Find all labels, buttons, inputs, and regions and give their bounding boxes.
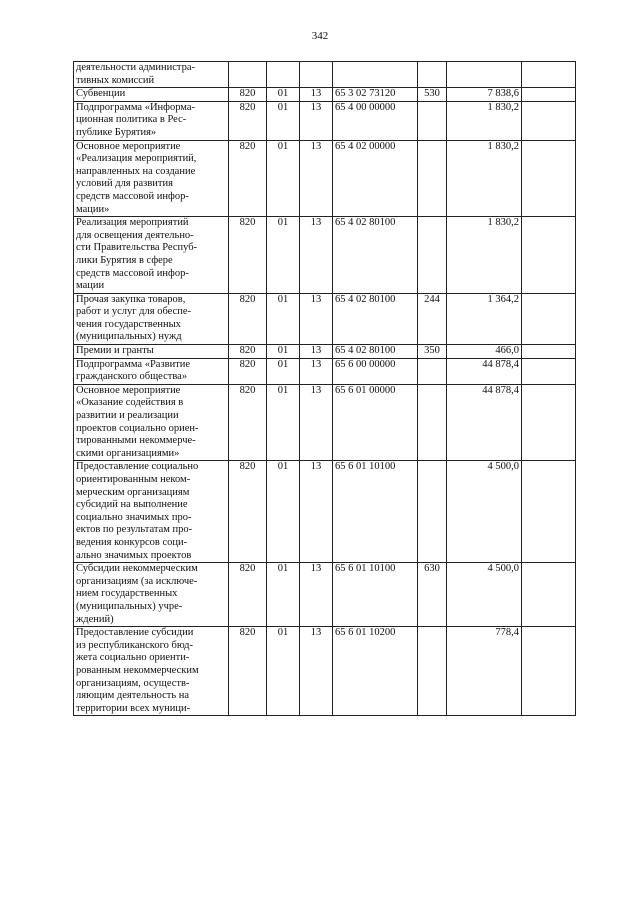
item-name-line: ждений) bbox=[76, 613, 114, 625]
amount-cell: 44 878,4 bbox=[447, 384, 522, 461]
subsection-code-cell: 13 bbox=[300, 345, 333, 359]
item-name-line: ведения конкурсов соци- bbox=[76, 536, 188, 548]
item-name-line: лики Бурятия в сфере bbox=[76, 254, 173, 266]
subsection-code-cell: 13 bbox=[300, 563, 333, 627]
expense-type-cell bbox=[418, 140, 447, 217]
item-name-line: средств массовой инфор- bbox=[76, 190, 189, 202]
item-name-line: организациям (за исключе- bbox=[76, 575, 198, 587]
item-name-line: направленных на создание bbox=[76, 165, 196, 177]
item-name-cell bbox=[74, 293, 229, 344]
target-article-cell: 65 6 01 10200 bbox=[333, 627, 418, 716]
item-name-line: ционная политика в Рес- bbox=[76, 114, 187, 126]
amount-cell: 1 364,2 bbox=[447, 293, 522, 344]
item-name-cell bbox=[74, 101, 229, 140]
item-name-cell bbox=[74, 140, 229, 217]
item-name-cell bbox=[74, 62, 229, 88]
target-article-cell: 65 6 00 00000 bbox=[333, 358, 418, 384]
admin-code-cell: 820 bbox=[229, 358, 267, 384]
section-code-cell: 01 bbox=[267, 88, 300, 102]
target-article-cell bbox=[333, 62, 418, 88]
section-code-cell bbox=[267, 62, 300, 88]
extra-cell bbox=[522, 88, 576, 102]
admin-code-cell: 820 bbox=[229, 384, 267, 461]
item-name-line: ально значимых проектов bbox=[76, 549, 192, 561]
item-name-line: «Реализация мероприятий, bbox=[76, 153, 197, 165]
budget-table-body bbox=[74, 62, 576, 716]
table-row bbox=[74, 140, 576, 217]
extra-cell bbox=[522, 384, 576, 461]
target-article-cell: 65 6 01 10100 bbox=[333, 563, 418, 627]
item-name-line: Субвенции bbox=[76, 88, 126, 100]
admin-code-cell: 820 bbox=[229, 101, 267, 140]
target-article-cell: 65 4 02 80100 bbox=[333, 345, 418, 359]
subsection-code-cell bbox=[300, 62, 333, 88]
target-article-cell: 65 4 02 80100 bbox=[333, 293, 418, 344]
item-name-line: Премии и гранты bbox=[76, 345, 154, 357]
item-name-line: «Оказание содействия в bbox=[76, 397, 184, 409]
section-code-cell: 01 bbox=[267, 101, 300, 140]
item-name-line: ектов по результатам про- bbox=[76, 524, 193, 536]
expense-type-cell: 244 bbox=[418, 293, 447, 344]
extra-cell bbox=[522, 345, 576, 359]
expense-type-cell bbox=[418, 358, 447, 384]
item-name-cell bbox=[74, 384, 229, 461]
table-row bbox=[74, 461, 576, 563]
expense-type-cell bbox=[418, 62, 447, 88]
item-name-line: рованным некоммерческим bbox=[76, 664, 199, 676]
item-name-line: мации bbox=[76, 280, 105, 292]
target-article-cell: 65 6 01 00000 bbox=[333, 384, 418, 461]
item-name-line: (муниципальных) учре- bbox=[76, 600, 183, 612]
admin-code-cell: 820 bbox=[229, 563, 267, 627]
extra-cell bbox=[522, 461, 576, 563]
extra-cell bbox=[522, 358, 576, 384]
section-code-cell: 01 bbox=[267, 384, 300, 461]
expense-type-cell: 530 bbox=[418, 88, 447, 102]
subsection-code-cell: 13 bbox=[300, 358, 333, 384]
amount-cell: 4 500,0 bbox=[447, 461, 522, 563]
target-article-cell: 65 4 00 00000 bbox=[333, 101, 418, 140]
extra-cell bbox=[522, 62, 576, 88]
item-name-line: мерческим организациям bbox=[76, 486, 190, 498]
expense-type-cell: 350 bbox=[418, 345, 447, 359]
admin-code-cell: 820 bbox=[229, 461, 267, 563]
admin-code-cell: 820 bbox=[229, 345, 267, 359]
item-name-line: территории всех муници- bbox=[76, 702, 191, 714]
item-name-line: скими организациями» bbox=[76, 447, 180, 459]
admin-code-cell: 820 bbox=[229, 627, 267, 716]
table-row bbox=[74, 345, 576, 359]
expense-type-cell bbox=[418, 217, 447, 294]
table-row bbox=[74, 101, 576, 140]
item-name-line: (муниципальных) нужд bbox=[76, 331, 182, 343]
extra-cell bbox=[522, 101, 576, 140]
item-name-cell bbox=[74, 563, 229, 627]
target-article-cell: 65 4 02 00000 bbox=[333, 140, 418, 217]
target-article-cell: 65 4 02 80100 bbox=[333, 217, 418, 294]
item-name-cell bbox=[74, 627, 229, 716]
item-name-line: Основное мероприятие bbox=[76, 140, 181, 152]
item-name-line: Подпрограмма «Информа- bbox=[76, 101, 196, 113]
table-row bbox=[74, 384, 576, 461]
section-code-cell: 01 bbox=[267, 627, 300, 716]
item-name-line: Реализация мероприятий bbox=[76, 217, 189, 229]
table-row bbox=[74, 358, 576, 384]
amount-cell: 1 830,2 bbox=[447, 217, 522, 294]
expense-type-cell bbox=[418, 384, 447, 461]
extra-cell bbox=[522, 563, 576, 627]
page-number: 342 bbox=[311, 30, 329, 42]
item-name-line: средств массовой инфор- bbox=[76, 267, 189, 279]
table-row bbox=[74, 627, 576, 716]
amount-cell: 778,4 bbox=[447, 627, 522, 716]
extra-cell bbox=[522, 217, 576, 294]
admin-code-cell: 820 bbox=[229, 140, 267, 217]
item-name-line: деятельности администра- bbox=[76, 62, 196, 73]
expense-type-cell bbox=[418, 101, 447, 140]
item-name-cell bbox=[74, 461, 229, 563]
item-name-cell bbox=[74, 345, 229, 359]
item-name-line: Подпрограмма «Развитие bbox=[76, 358, 191, 370]
item-name-line: ляющим деятельность на bbox=[76, 690, 190, 702]
item-name-line: Основное мероприятие bbox=[76, 384, 181, 396]
table-row bbox=[74, 293, 576, 344]
item-name-line: проектов социально ориен- bbox=[76, 422, 199, 434]
item-name-line: гражданского общества» bbox=[76, 371, 188, 383]
item-name-line: нием государственных bbox=[76, 588, 178, 600]
item-name-line: сти Правительства Респуб- bbox=[76, 242, 198, 254]
item-name-line: тированными некоммерче- bbox=[76, 435, 196, 447]
admin-code-cell bbox=[229, 62, 267, 88]
expense-type-cell bbox=[418, 461, 447, 563]
section-code-cell: 01 bbox=[267, 345, 300, 359]
subsection-code-cell: 13 bbox=[300, 140, 333, 217]
amount-cell: 4 500,0 bbox=[447, 563, 522, 627]
section-code-cell: 01 bbox=[267, 563, 300, 627]
amount-cell: 1 830,2 bbox=[447, 140, 522, 217]
admin-code-cell: 820 bbox=[229, 293, 267, 344]
amount-cell: 7 838,6 bbox=[447, 88, 522, 102]
item-name-cell bbox=[74, 217, 229, 294]
target-article-cell: 65 6 01 10100 bbox=[333, 461, 418, 563]
item-name-line: организациям, осуществ- bbox=[76, 677, 190, 689]
extra-cell bbox=[522, 293, 576, 344]
admin-code-cell: 820 bbox=[229, 217, 267, 294]
table-row bbox=[74, 62, 576, 88]
amount-cell bbox=[447, 62, 522, 88]
target-article-cell: 65 3 02 73120 bbox=[333, 88, 418, 102]
subsection-code-cell: 13 bbox=[300, 293, 333, 344]
item-name-line: ориентированным неком- bbox=[76, 474, 191, 485]
item-name-cell bbox=[74, 88, 229, 102]
item-name-line: социально значимых про- bbox=[76, 511, 192, 523]
item-name-line: мации» bbox=[76, 203, 110, 215]
item-name-line: Прочая закупка товаров, bbox=[76, 293, 186, 305]
section-code-cell: 01 bbox=[267, 461, 300, 563]
subsection-code-cell: 13 bbox=[300, 627, 333, 716]
admin-code-cell: 820 bbox=[229, 88, 267, 102]
amount-cell: 466,0 bbox=[447, 345, 522, 359]
table-row bbox=[74, 217, 576, 294]
expense-type-cell: 630 bbox=[418, 563, 447, 627]
budget-table bbox=[73, 61, 576, 716]
item-name-line: тивных комиссий bbox=[76, 74, 155, 86]
item-name-line: жета социально ориенти- bbox=[76, 652, 190, 664]
item-name-line: Субсидии некоммерческим bbox=[76, 563, 198, 575]
item-name-line: развитии и реализации bbox=[76, 410, 179, 422]
subsection-code-cell: 13 bbox=[300, 384, 333, 461]
section-code-cell: 01 bbox=[267, 217, 300, 294]
subsection-code-cell: 13 bbox=[300, 461, 333, 563]
item-name-line: из республиканского бюд- bbox=[76, 639, 194, 651]
amount-cell: 44 878,4 bbox=[447, 358, 522, 384]
extra-cell bbox=[522, 140, 576, 217]
item-name-line: субсидий на выполнение bbox=[76, 499, 188, 511]
item-name-line: Предоставление социально bbox=[76, 461, 199, 473]
subsection-code-cell: 13 bbox=[300, 101, 333, 140]
item-name-line: условий для развития bbox=[76, 178, 173, 190]
table-row bbox=[74, 88, 576, 102]
item-name-line: чения государственных bbox=[76, 318, 181, 330]
subsection-code-cell: 13 bbox=[300, 217, 333, 294]
section-code-cell: 01 bbox=[267, 358, 300, 384]
item-name-cell bbox=[74, 358, 229, 384]
item-name-line: для освещения деятельно- bbox=[76, 229, 194, 241]
amount-cell: 1 830,2 bbox=[447, 101, 522, 140]
table-row bbox=[74, 563, 576, 627]
item-name-line: публике Бурятия» bbox=[76, 126, 157, 138]
subsection-code-cell: 13 bbox=[300, 88, 333, 102]
section-code-cell: 01 bbox=[267, 293, 300, 344]
item-name-line: Предоставление субсидии bbox=[76, 627, 194, 639]
extra-cell bbox=[522, 627, 576, 716]
section-code-cell: 01 bbox=[267, 140, 300, 217]
expense-type-cell bbox=[418, 627, 447, 716]
item-name-line: работ и услуг для обеспе- bbox=[76, 306, 192, 318]
